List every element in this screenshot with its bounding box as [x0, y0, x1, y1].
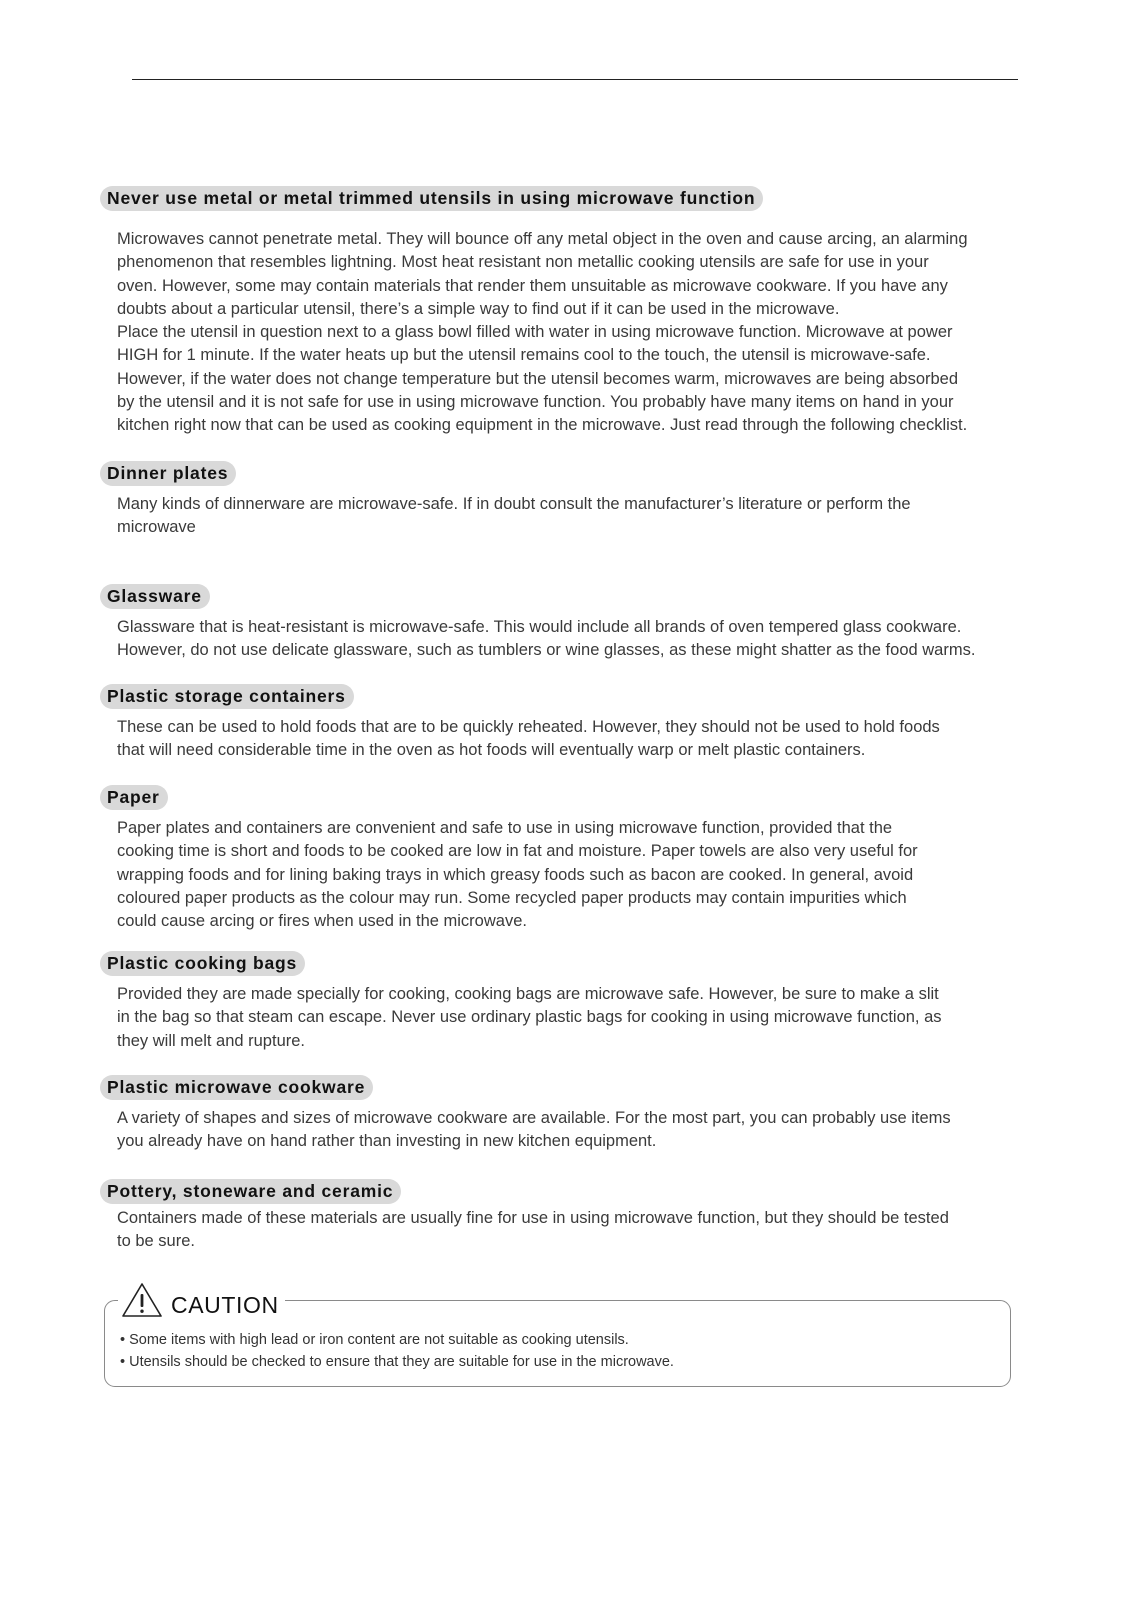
section-plastic-cooking-bags [100, 951, 1100, 1053]
section-body: Microwaves cannot penetrate metal. They will bounce off any metal object in the oven and cause arcing, an alarming phenomenon that resembles lightning. Most heat resistant non metallic cooking utensils are safe for use in your oven. However, some may contain materials that render them unsuitable as microwave cookware. If you have any doubts about a particular utensil, there’s a simple way to find out if it can be used in the microwave. [117, 230, 968, 318]
caution-title: CAUTION [171, 1292, 279, 1318]
section-body: Many kinds of dinnerware are microwave-safe. If in doubt consult the manufacturer’s literature or perform the microwave [117, 495, 911, 537]
section-body: Provided they are made specially for cooking, cooking bags are microwave safe. However, be sure to make a slit in the bag so that steam can escape. Never use ordinary plastic bags for cooking in using microwave function, as they will melt and rupture. [117, 985, 942, 1050]
section-heading: Plastic storage containers [100, 684, 354, 709]
caution-item: • Some items with high lead or iron content are not suitable as cooking utensils. [120, 1332, 629, 1348]
caution-header [118, 1282, 285, 1318]
section-body: Glassware that is heat-resistant is microwave-safe. This would include all brands of oven tempered glass cookware. However, do not use delicate glassware, such as tumblers or wine glasses, as these might shatter as the food warms. [117, 618, 976, 660]
section-body: Containers made of these materials are usually fine for use in using microwave function, but they should be tested to be sure. [117, 1209, 949, 1251]
section-body: Place the utensil in question next to a glass bowl filled with water in using microwave function. Microwave at power HIGH for 1 minute. If the water heats up but the utensil remains cool to the touch, the utensil is microwave-safe. However, if the water does not change temperature but the utensil becomes warm, microwaves are being absorbed by the utensil and it is not safe for use in using microwave function. You probably have many items on hand in your kitchen right now that can be used as cooking equipment in the microwave. Just read through the following checklist. [117, 323, 968, 434]
section-heading: Never use metal or metal trimmed utensils in using microwave function [100, 186, 763, 211]
header-rule [132, 79, 1018, 80]
section-heading: Pottery, stoneware and ceramic [100, 1179, 401, 1204]
section-body: Paper plates and containers are convenient and safe to use in using microwave function, provided that the cooking time is short and foods to be cooked are low in fat and moisture. Paper towels are also very useful for wrapping foods and for lining baking trays in which greasy foods such as bacon are cooked. In general, avoid coloured paper products as the colour may run. Some recycled paper products may contain impurities which could cause arcing or fires when used in the microwave. [117, 819, 918, 930]
section-plastic-microwave-cookware [100, 1075, 1100, 1154]
section-body: A variety of shapes and sizes of microwave cookware are available. For the most part, you can probably use items you already have on hand rather than investing in new kitchen equipment. [117, 1109, 951, 1151]
section-heading: Glassware [100, 584, 210, 609]
section-pottery-stoneware-ceramic [100, 1179, 1100, 1254]
section-glassware [100, 584, 1100, 663]
section-metal-utensils [100, 186, 1100, 437]
section-dinner-plates [100, 461, 1100, 540]
caution-item: • Utensils should be checked to ensure that they are suitable for use in the microwave. [120, 1354, 674, 1370]
section-body: These can be used to hold foods that are to be quickly reheated. However, they should not be used to hold foods that will need considerable time in the oven as hot foods will eventually warp or melt plastic containers. [117, 718, 940, 760]
section-paper [100, 785, 1100, 933]
section-heading: Plastic cooking bags [100, 951, 305, 976]
section-heading: Plastic microwave cookware [100, 1075, 373, 1100]
section-heading: Paper [100, 785, 168, 810]
section-plastic-storage-containers [100, 684, 1100, 763]
caution-list [120, 1329, 674, 1373]
section-heading: Dinner plates [100, 461, 236, 486]
warning-triangle-icon [121, 1282, 163, 1318]
